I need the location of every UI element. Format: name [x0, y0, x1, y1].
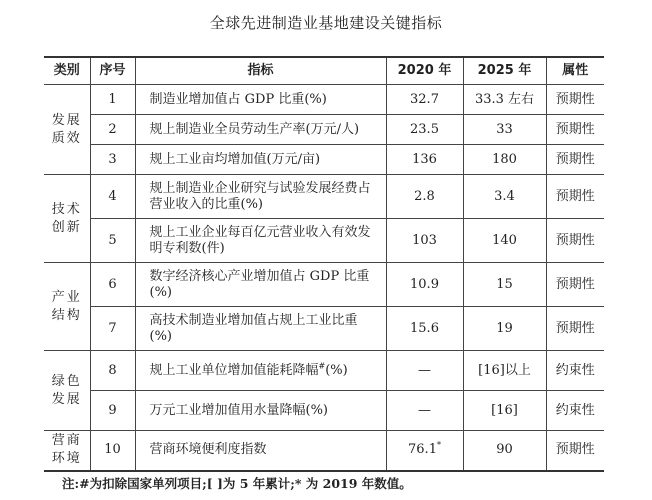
indicator-text: 规上工业单位增加值能耗降幅 — [149, 362, 319, 378]
table-row — [44, 85, 604, 115]
value-2020-cell: 2.8 — [386, 175, 463, 219]
footnote-mark: * — [436, 440, 441, 450]
value-2020-cell: 10.9 — [386, 263, 463, 307]
value-2025-cell: 3.4 — [463, 175, 546, 219]
attribute-cell: 预期性 — [546, 307, 604, 351]
footnote-mark: # — [318, 361, 326, 371]
attribute-cell: 预期性 — [546, 263, 604, 307]
seq-cell: 6 — [90, 263, 135, 307]
indicator-unit: (%) — [325, 362, 348, 378]
indicator-cell: 营商环境便利度指数 — [135, 431, 386, 471]
indicator-cell: 高技术制造业增加值占规上工业比重(%) — [135, 307, 386, 351]
seq-cell: 10 — [90, 431, 135, 471]
value-2025-cell: 33 — [463, 115, 546, 145]
attribute-cell: 预期性 — [546, 145, 604, 175]
header-2020: 2020 年 — [386, 57, 463, 85]
value-2020-cell: 103 — [386, 219, 463, 263]
table-row — [44, 219, 604, 263]
header-seq: 序号 — [90, 57, 135, 85]
table-row — [44, 351, 604, 391]
category-cell: 营商环境 — [44, 431, 90, 471]
value-2025-cell: 19 — [463, 307, 546, 351]
header-2025: 2025 年 — [463, 57, 546, 85]
value-2020-cell: 15.6 — [386, 307, 463, 351]
table-row — [44, 115, 604, 145]
indicator-cell: 万元工业增加值用水量降幅(%) — [135, 391, 386, 431]
indicator-cell: 制造业增加值占 GDP 比重(%) — [135, 85, 386, 115]
value-2020-cell: 32.7 — [386, 85, 463, 115]
table-row — [44, 307, 604, 351]
header-indicator: 指标 — [135, 57, 386, 85]
value-2025-cell: 180 — [463, 145, 546, 175]
seq-cell: 3 — [90, 145, 135, 175]
category-cell: 产业结构 — [44, 263, 90, 351]
value-2025-cell: 90 — [463, 431, 546, 471]
value-2025-cell: [16] — [463, 391, 546, 431]
value-2025-cell: 33.3 左右 — [463, 85, 546, 115]
value-2020-cell: 23.5 — [386, 115, 463, 145]
indicator-cell: 规上工业企业每百亿元营业收入有效发明专利数(件) — [135, 219, 386, 263]
attribute-cell: 预期性 — [546, 431, 604, 471]
seq-cell: 2 — [90, 115, 135, 145]
table-row — [44, 263, 604, 307]
indicator-cell: 规上制造业全员劳动生产率(万元/人) — [135, 115, 386, 145]
indicator-cell: 规上制造业企业研究与试验发展经费占营业收入的比重(%) — [135, 175, 386, 219]
attribute-cell: 预期性 — [546, 85, 604, 115]
table-row — [44, 175, 604, 219]
value-2020-cell — [386, 431, 463, 471]
table-row — [44, 391, 604, 431]
table-row — [44, 431, 604, 471]
seq-cell: 1 — [90, 85, 135, 115]
value-2025-cell: 15 — [463, 263, 546, 307]
value-2020-cell: — — [386, 391, 463, 431]
value-2025-cell: [16]以上 — [463, 351, 546, 391]
seq-cell: 4 — [90, 175, 135, 219]
category-cell: 绿色发展 — [44, 351, 90, 431]
attribute-cell: 约束性 — [546, 351, 604, 391]
seq-cell: 5 — [90, 219, 135, 263]
attribute-cell: 预期性 — [546, 219, 604, 263]
header-category: 类别 — [44, 57, 90, 85]
attribute-cell: 约束性 — [546, 391, 604, 431]
seq-cell: 9 — [90, 391, 135, 431]
table-title: 全球先进制造业基地建设关键指标 — [209, 14, 443, 32]
value-2020-cell: 136 — [386, 145, 463, 175]
seq-cell: 7 — [90, 307, 135, 351]
indicator-cell: 规上工业亩均增加值(万元/亩) — [135, 145, 386, 175]
attribute-cell: 预期性 — [546, 175, 604, 219]
header-attribute: 属性 — [546, 57, 604, 85]
value-text: 76.1 — [408, 442, 437, 458]
header-row — [44, 57, 604, 85]
table-row — [44, 145, 604, 175]
category-cell: 发展质效 — [44, 85, 90, 175]
value-2020-cell: — — [386, 351, 463, 391]
category-cell: 技术创新 — [44, 175, 90, 263]
key-indicators-table — [44, 56, 604, 472]
indicator-cell: 数字经济核心产业增加值占 GDP 比重(%) — [135, 263, 386, 307]
table-footnote: 注:#为扣除国家单列项目;[ ]为 5 年累计;* 为 2019 年数值。 — [62, 476, 412, 491]
attribute-cell: 预期性 — [546, 115, 604, 145]
seq-cell: 8 — [90, 351, 135, 391]
indicator-cell — [135, 351, 386, 391]
value-2025-cell: 140 — [463, 219, 546, 263]
